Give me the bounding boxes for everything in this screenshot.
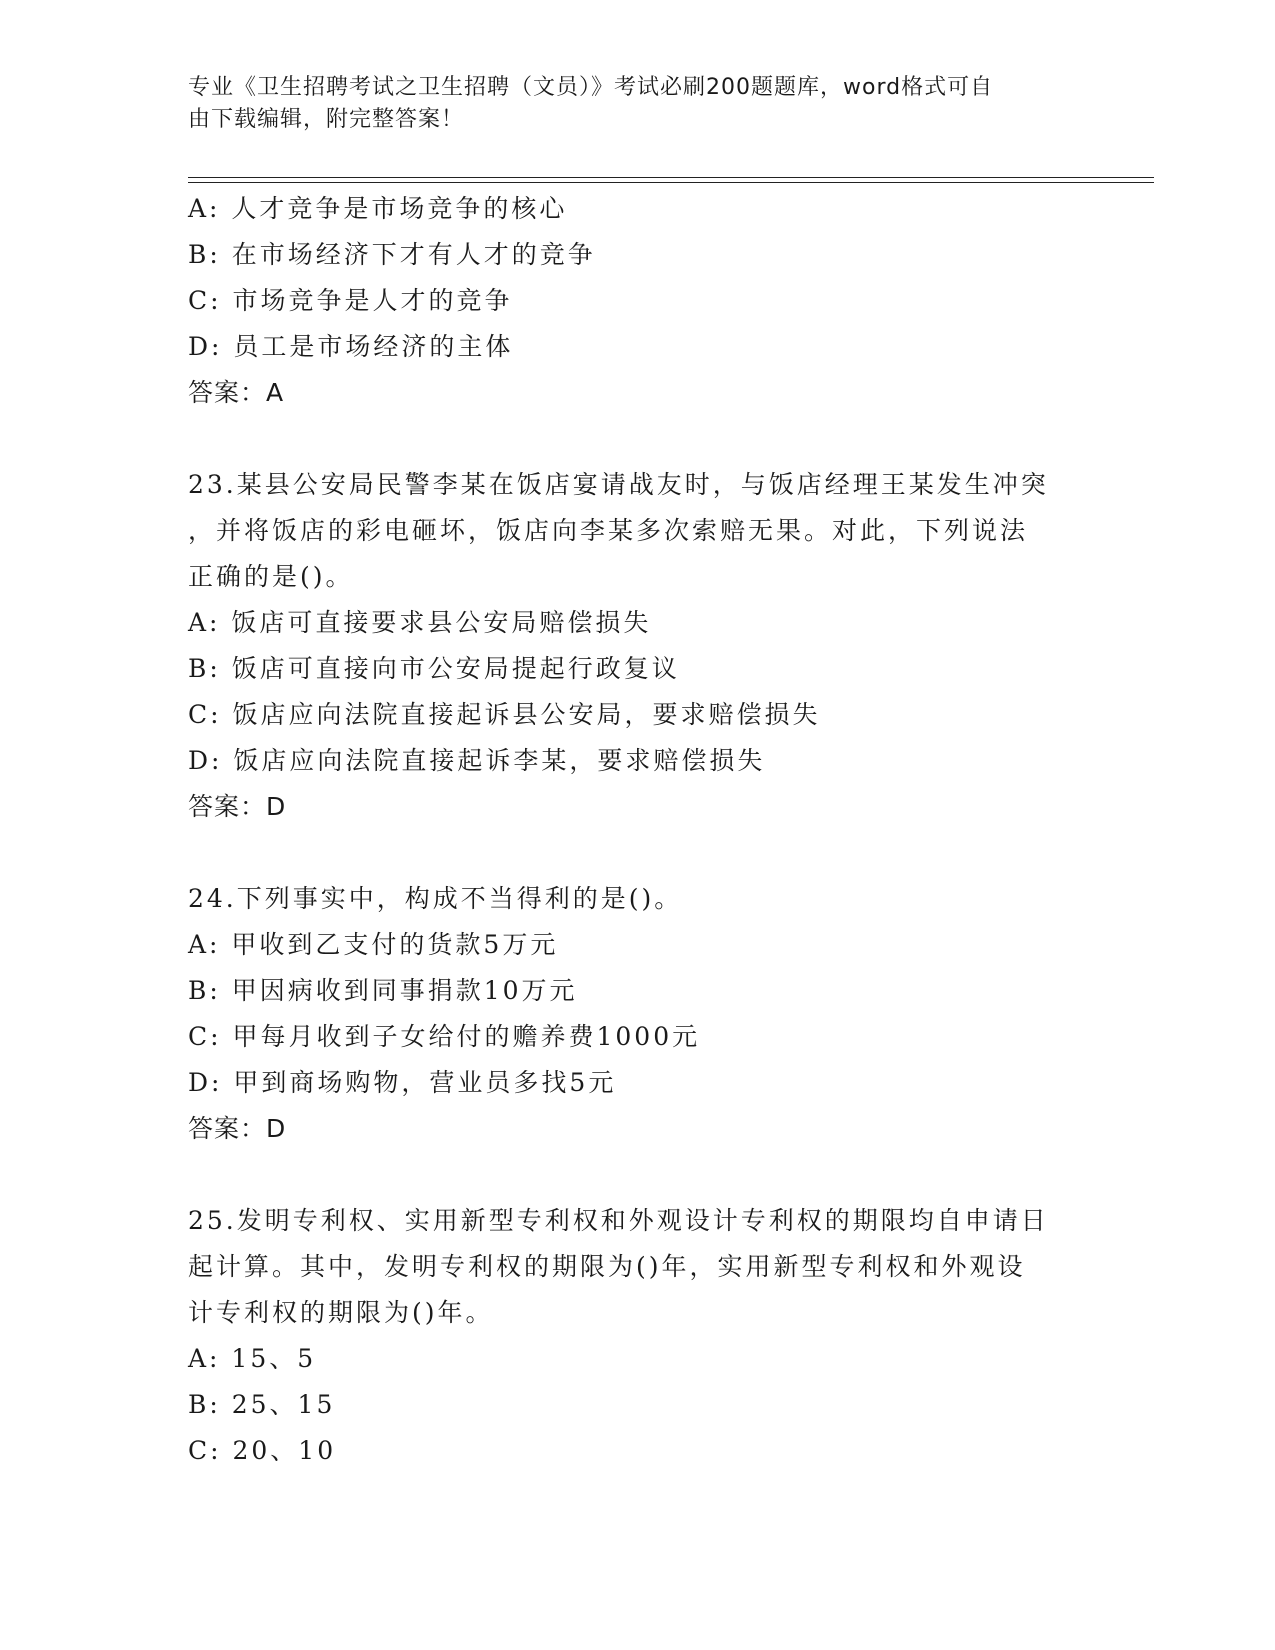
answer-label: 答案：D (188, 792, 287, 821)
option-c: C: 甲每月收到子女给付的赡养费1000元 (188, 1022, 701, 1051)
header-divider-bottom (188, 182, 1154, 183)
question-text-line: 起计算。其中，发明专利权的期限为()年，实用新型专利权和外观设 (188, 1252, 1026, 1281)
spacer (188, 830, 1088, 876)
document-header (188, 72, 1068, 136)
question-22-continuation (188, 186, 1088, 416)
option-b: B: 25、15 (188, 1390, 336, 1419)
option-b: B: 甲因病收到同事捐款10万元 (188, 976, 578, 1005)
option-a: A: 甲收到乙支付的货款5万元 (188, 930, 559, 959)
option-c: C: 饭店应向法院直接起诉县公安局，要求赔偿损失 (188, 700, 821, 729)
option-d: D: 饭店应向法院直接起诉李某，要求赔偿损失 (188, 746, 766, 775)
spacer (188, 416, 1088, 462)
option-d: D: 甲到商场购物，营业员多找5元 (188, 1068, 617, 1097)
option-a: A: 饭店可直接要求县公安局赔偿损失 (188, 608, 652, 637)
question-23 (188, 462, 1088, 830)
question-text-line: 24.下列事实中，构成不当得利的是()。 (188, 884, 683, 913)
option-c: C: 20、10 (188, 1436, 337, 1465)
question-text-line: 25.发明专利权、实用新型专利权和外观设计专利权的期限均自申请日 (188, 1206, 1049, 1235)
header-divider-top (188, 177, 1154, 178)
question-list (188, 186, 1088, 1474)
question-text-line: 23.某县公安局民警李某在饭店宴请战友时，与饭店经理王某发生冲突 (188, 470, 1049, 499)
header-line-1: 专业《卫生招聘考试之卫生招聘（文员）》考试必刷200题题库，word格式可自 (188, 75, 994, 100)
answer-label: 答案：D (188, 1114, 287, 1143)
option-d: D: 员工是市场经济的主体 (188, 332, 514, 361)
spacer (188, 1152, 1088, 1198)
header-line-2: 由下载编辑，附完整答案！ (188, 107, 465, 132)
question-text-line: 计专利权的期限为()年。 (188, 1298, 494, 1327)
question-text-line: 正确的是()。 (188, 562, 354, 591)
option-b: B: 饭店可直接向市公安局提起行政复议 (188, 654, 680, 683)
option-a: A: 15、5 (188, 1344, 317, 1373)
option-b: B: 在市场经济下才有人才的竞争 (188, 240, 596, 269)
answer-label: 答案：A (188, 378, 285, 407)
option-c: C: 市场竞争是人才的竞争 (188, 286, 513, 315)
option-a: A: 人才竞争是市场竞争的核心 (188, 194, 568, 223)
question-24 (188, 876, 1088, 1152)
question-text-line: ，并将饭店的彩电砸坏，饭店向李某多次索赔无果。对此，下列说法 (188, 516, 1029, 545)
question-25 (188, 1198, 1088, 1474)
